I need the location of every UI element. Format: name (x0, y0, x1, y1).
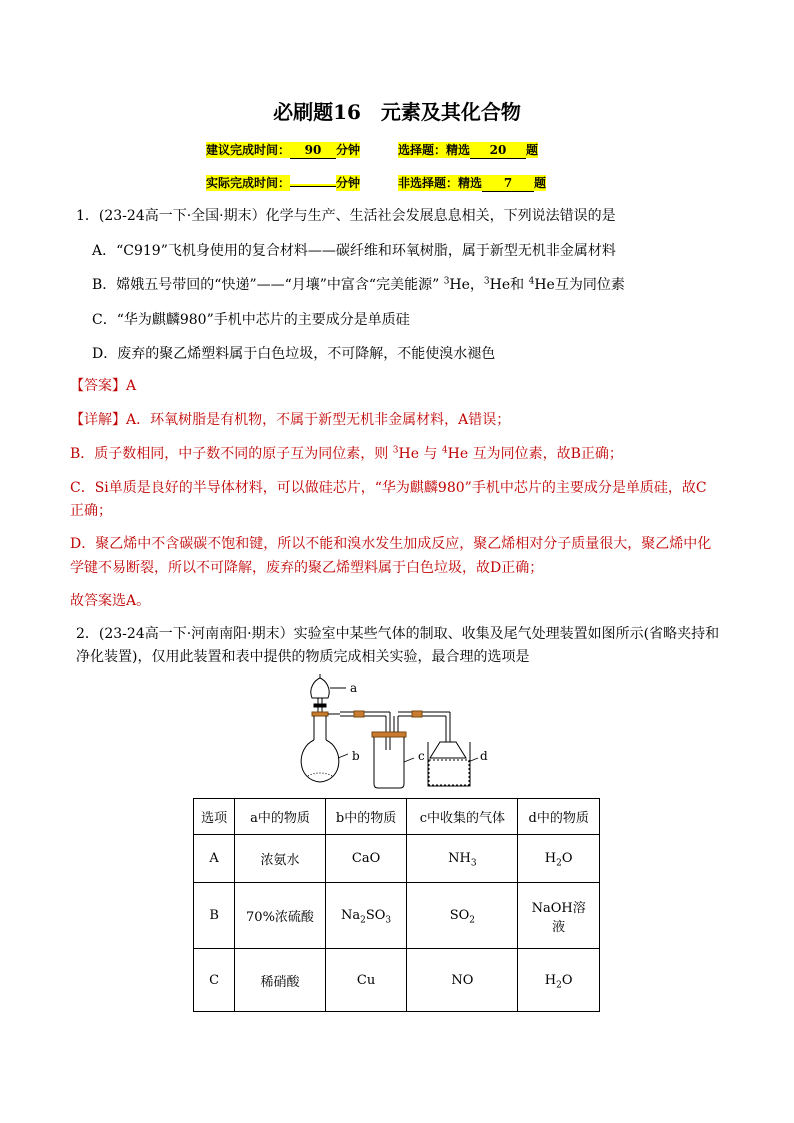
h-text: H (544, 851, 557, 866)
q1-option-d: D．废弃的聚乙烯塑料属于白色垃圾，不可降解，不能使溴水褪色 (92, 346, 496, 362)
nonchoice-count (398, 174, 546, 192)
page-title: 必刷题16 元素及其化合物 (273, 100, 521, 124)
table-row (194, 883, 600, 949)
nh-text: NH (448, 851, 471, 866)
label-b: b (352, 749, 360, 763)
apparatus-diagram (290, 672, 500, 792)
so-sub: 3 (385, 915, 392, 926)
sup-3b: 3 (483, 276, 490, 287)
separatory-funnel (311, 674, 346, 712)
q1-detail-3a: C．Si单质是良好的半导体材料，可以做硅芯片，“华为麒麟980”手机中芯片的主要成分是单质硅，故C (70, 480, 707, 496)
actual-time-label: 实际完成时间： (206, 176, 291, 190)
header-d: d中的物质 (518, 799, 600, 835)
row-b-option: B (194, 883, 235, 949)
q1-conclusion: 故答案选A。 (70, 593, 151, 609)
q1-stem: 1．(23-24高一下·全国·期末）化学与生产、生活社会发展息息相关，下列说法错误的是 (76, 208, 616, 224)
q2-stem-1: 2．(23-24高一下·河南南阳·期末）实验室中某些气体的制取、收集及尾气处理装置如图所示(省略夹持和 (76, 626, 720, 642)
h-text-2: H (544, 972, 557, 988)
na-sub: 2 (360, 915, 366, 926)
q1-b-he-and: He和 (489, 277, 529, 293)
row-a-d (518, 835, 600, 883)
sup-4: 4 (528, 276, 535, 287)
row-a-b: CaO (325, 835, 407, 883)
q1-b-he: He， (449, 277, 484, 293)
so-text: SO (365, 908, 386, 923)
options-table (193, 798, 600, 1012)
q1-detail-3b: 正确； (70, 503, 112, 519)
header-c: c中收集的气体 (407, 799, 518, 835)
h-sub: 2 (556, 858, 562, 869)
suggested-time-label: 建议完成时间： (206, 143, 291, 157)
row-b-b (325, 883, 407, 949)
naoh-line-2: 液 (552, 919, 566, 935)
h-sub-2: 2 (556, 980, 562, 991)
nonchoice-value: 7 (482, 175, 534, 192)
header-a: a中的物质 (235, 799, 326, 835)
detail-sup-4: 4 (441, 445, 448, 456)
row-b-d (518, 883, 600, 949)
row-a-option: A (194, 835, 235, 883)
q1-answer: 【答案】A (70, 378, 137, 394)
row-c-a: 稀硝酸 (235, 949, 326, 1012)
minute-unit-2: 分钟 (336, 176, 361, 190)
q2-stem-2: 净化装置)，仅用此装置和表中提供的物质完成相关实验，最合理的选项是 (76, 649, 530, 665)
q1-b-tail: He互为同位素 (534, 277, 625, 293)
detail-2-pre: B．质子数相同，中子数不同的原子互为同位素，则 (70, 446, 393, 462)
question-unit: 题 (526, 143, 539, 157)
detail-1-text: A．环氧树脂是有机物，不属于新型无机非金属材料，A错误； (126, 412, 511, 428)
label-c: c (418, 749, 425, 763)
row-b-a: 70%浓硫酸 (235, 883, 326, 949)
q1-option-b (92, 276, 625, 294)
row-a-c (407, 835, 518, 883)
nonchoice-label: 非选择题：精选 (398, 176, 483, 190)
row-c-d (518, 949, 600, 1012)
table-header-row (194, 799, 600, 835)
q1-detail-1 (70, 411, 510, 429)
label-a: a (350, 681, 358, 695)
q1-detail-2 (70, 445, 623, 463)
detail-2-post: He 互为同位素，故B正确； (447, 446, 623, 462)
sup-3: 3 (443, 276, 450, 287)
naoh-line-1: NaOH溶 (531, 900, 586, 916)
q1-option-a: A．“C919”飞机身使用的复合材料——碳纤维和环氧树脂，属于新型无机非金属材料 (92, 243, 616, 259)
table-row (194, 835, 600, 883)
row-a-a: 浓氨水 (235, 835, 326, 883)
so2-text: SO (449, 908, 470, 923)
flask-b (301, 712, 340, 782)
so2-sub: 2 (469, 915, 475, 926)
choice-label: 选择题：精选 (398, 143, 471, 157)
row-c-option: C (194, 949, 235, 1012)
table-row (194, 949, 600, 1012)
beaker-d (428, 712, 470, 786)
detail-2-mid: He 与 (398, 446, 442, 462)
label-d: d (480, 749, 488, 763)
suggested-time-value: 90 (290, 142, 336, 159)
q1-detail-4a: D．聚乙烯中不含碳碳不饱和键，所以不能和溴水发生加成反应，聚乙烯相对分子质量很大，聚乙烯中化 (70, 536, 712, 552)
choice-value: 20 (470, 142, 526, 159)
row-c-c: NO (407, 949, 518, 1012)
nh-sub: 3 (470, 858, 477, 869)
q1-b-text: B．嫦娥五号带回的“快递”——“月壤”中富含“完美能源” (92, 277, 444, 293)
q1-detail-4b: 学键不易断裂，所以不可降解，废弃的聚乙烯塑料属于白色垃圾，故D正确； (70, 560, 544, 576)
choice-count (398, 141, 538, 159)
actual-time (206, 174, 360, 191)
o-text-2: O (561, 972, 573, 988)
row-b-c (407, 883, 518, 949)
q1-option-c: C．“华为麒麟980”手机中芯片的主要成分是单质硅 (92, 312, 410, 328)
header-option: 选项 (194, 799, 235, 835)
detail-label: 【详解】 (70, 412, 126, 428)
row-c-b: Cu (325, 949, 407, 1012)
o-text: O (561, 851, 573, 866)
header-b: b中的物质 (325, 799, 407, 835)
question-unit-2: 题 (534, 176, 547, 190)
minute-unit: 分钟 (336, 143, 361, 157)
na-text: Na (340, 908, 361, 923)
connecting-tube-1 (340, 711, 390, 750)
suggested-time (206, 141, 360, 159)
detail-sup-3: 3 (392, 445, 399, 456)
actual-time-value (290, 184, 336, 187)
